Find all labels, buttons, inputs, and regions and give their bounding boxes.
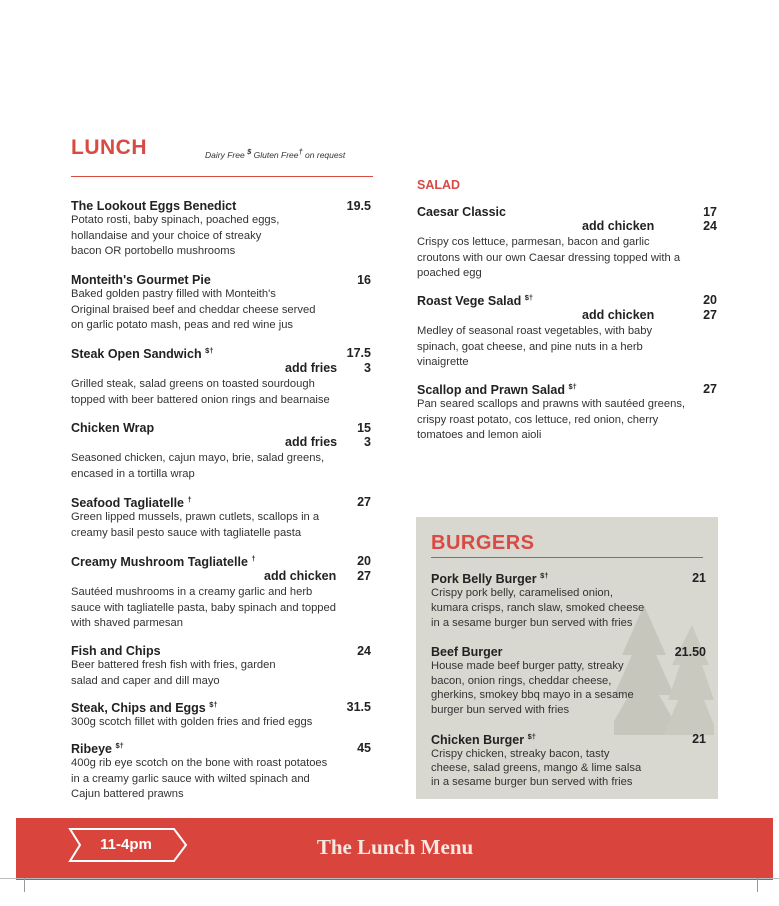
item-description: Medley of seasonal roast vegetables, with baby spinach, goat cheese, and pine nuts in a herb vinaigrette: [417, 325, 653, 369]
item-name: Ribeye $†: [71, 741, 124, 757]
menu-item: [417, 205, 717, 282]
item-name: Monteith's Gourmet Pie: [71, 273, 211, 287]
item-description: Sautéed mushrooms in a creamy garlic and herb sauce with tagliatelle pasta, baby spinach and topped with shaved parmesan: [71, 586, 336, 630]
item-price: 17: [703, 205, 717, 219]
item-name: Caesar Classic: [417, 205, 506, 219]
menu-item: [417, 293, 717, 371]
item-description: Crispy chicken, streaky bacon, tasty cheese, salad greens, mango & lime salsa in a sesame burger bun served with fries: [431, 748, 642, 789]
item-name: Fish and Chips: [71, 644, 161, 658]
item-description: Potato rosti, baby spinach, poached eggs, hollandaise and your choice of streaky bacon OR portobello mushrooms: [71, 214, 280, 257]
item-price: 21.50: [674, 645, 706, 659]
item-description: Crispy pork belly, caramelised onion, kumara crisps, ranch slaw, smoked cheese in a sesame burger bun served with fries: [431, 587, 645, 630]
item-description: 300g scotch fillet with golden fries and fried eggs: [71, 716, 313, 729]
hours-badge: [68, 827, 188, 863]
item-name: Pork Belly Burger $†: [431, 571, 549, 587]
diet-note-df: Dairy Free: [205, 149, 245, 160]
menu-item: [417, 382, 717, 444]
item-description: Beer battered fresh fish with fries, garden salad and caper and dill mayo: [71, 659, 276, 687]
diet-note: [205, 147, 345, 160]
item-name: Creamy Mushroom Tagliatelle †: [71, 554, 256, 570]
item-price: 20: [357, 554, 371, 568]
lunch-heading: LUNCH: [71, 136, 147, 159]
item-name: Seafood Tagliatelle †: [71, 495, 192, 511]
burgers-heading: BURGERS: [431, 532, 535, 554]
item-name: The Lookout Eggs Benedict: [71, 199, 237, 213]
item-description: Seasoned chicken, cajun mayo, brie, salad greens, encased in a tortilla wrap: [71, 452, 325, 480]
item-addon: add chicken 27: [264, 569, 371, 584]
item-addon: add chicken 24: [582, 219, 717, 233]
item-price: 45: [357, 741, 371, 755]
item-addon: add fries 3: [285, 361, 371, 376]
item-name: Roast Vege Salad $†: [417, 293, 534, 309]
item-description: Crispy cos lettuce, parmesan, bacon and garlic croutons with our own Caesar dressing topped with a poached egg: [417, 236, 681, 279]
item-price: 16: [357, 273, 371, 287]
menu-item: [71, 554, 371, 632]
crop-mark: [24, 878, 25, 892]
item-price: 21: [692, 732, 706, 746]
item-name: Steak Open Sandwich $†: [71, 346, 214, 362]
diet-note-suffix: on request: [305, 149, 346, 160]
crop-mark: [757, 878, 758, 892]
item-description: Pan seared scallops and prawns with sautéed greens, crispy roast potato, cos lettuce, red onion, cherry tomatoes and lemon aioli: [417, 398, 686, 442]
menu-item: [71, 741, 371, 803]
item-description: Baked golden pastry filled with Monteith's Original braised beef and cheddar cheese served on garlic potato mash, peas and red wine jus: [71, 288, 316, 331]
item-price: 15: [357, 421, 371, 435]
item-price: 19.5: [346, 199, 371, 213]
item-description: 400g rib eye scotch on the bone with roast potatoes in a creamy garlic sauce with wilted spinach and Cajun battered prawns: [71, 757, 328, 801]
menu-item: [431, 571, 706, 631]
salad-heading: SALAD: [417, 178, 461, 192]
item-price: 27: [357, 495, 371, 509]
diet-note-gf: Gluten Free: [253, 149, 299, 160]
lunch-divider: [71, 176, 373, 177]
item-name: Beef Burger: [431, 645, 503, 659]
item-addon: add chicken 27: [582, 308, 717, 323]
item-addon: add fries 3: [285, 435, 371, 449]
item-price: 21: [692, 571, 706, 585]
item-name: Chicken Wrap: [71, 421, 155, 435]
burgers-panel: [416, 517, 718, 799]
footer-title: The Lunch Menu: [316, 835, 474, 859]
item-name: Chicken Burger $†: [431, 732, 536, 748]
menu-item: [71, 346, 371, 408]
item-price: 31.5: [346, 700, 371, 714]
menu-item: [71, 199, 371, 260]
menu-item: [431, 732, 706, 789]
hours-text: 11-4pm: [100, 836, 152, 853]
item-description: Green lipped mussels, prawn cutlets, scallops in a creamy basil pesto sauce with tagliatelle pasta: [71, 511, 320, 539]
item-price: 27: [703, 382, 717, 396]
df-symbol: $: [247, 147, 252, 156]
footer-divider: [0, 878, 779, 879]
item-price: 17.5: [346, 346, 371, 360]
item-name: Scallop and Prawn Salad $†: [417, 382, 577, 398]
menu-item: [431, 645, 706, 717]
burgers-divider: [431, 557, 703, 558]
menu-item: [71, 700, 371, 731]
menu-item: [71, 421, 371, 482]
item-description: House made beef burger patty, streaky bacon, onion rings, cheddar cheese, gherkins, smokey bbq mayo in a sesame burger bun served with fries: [431, 660, 634, 716]
menu-item: [71, 495, 371, 541]
gf-symbol: †: [298, 147, 303, 156]
menu-item: [71, 644, 371, 689]
menu-item: [71, 273, 371, 334]
item-description: Grilled steak, salad greens on toasted sourdough topped with beer battered onion rings and bearnaise: [71, 378, 330, 406]
item-name: Steak, Chips and Eggs $†: [71, 700, 218, 716]
item-price: 24: [357, 644, 371, 658]
item-price: 20: [703, 293, 717, 307]
